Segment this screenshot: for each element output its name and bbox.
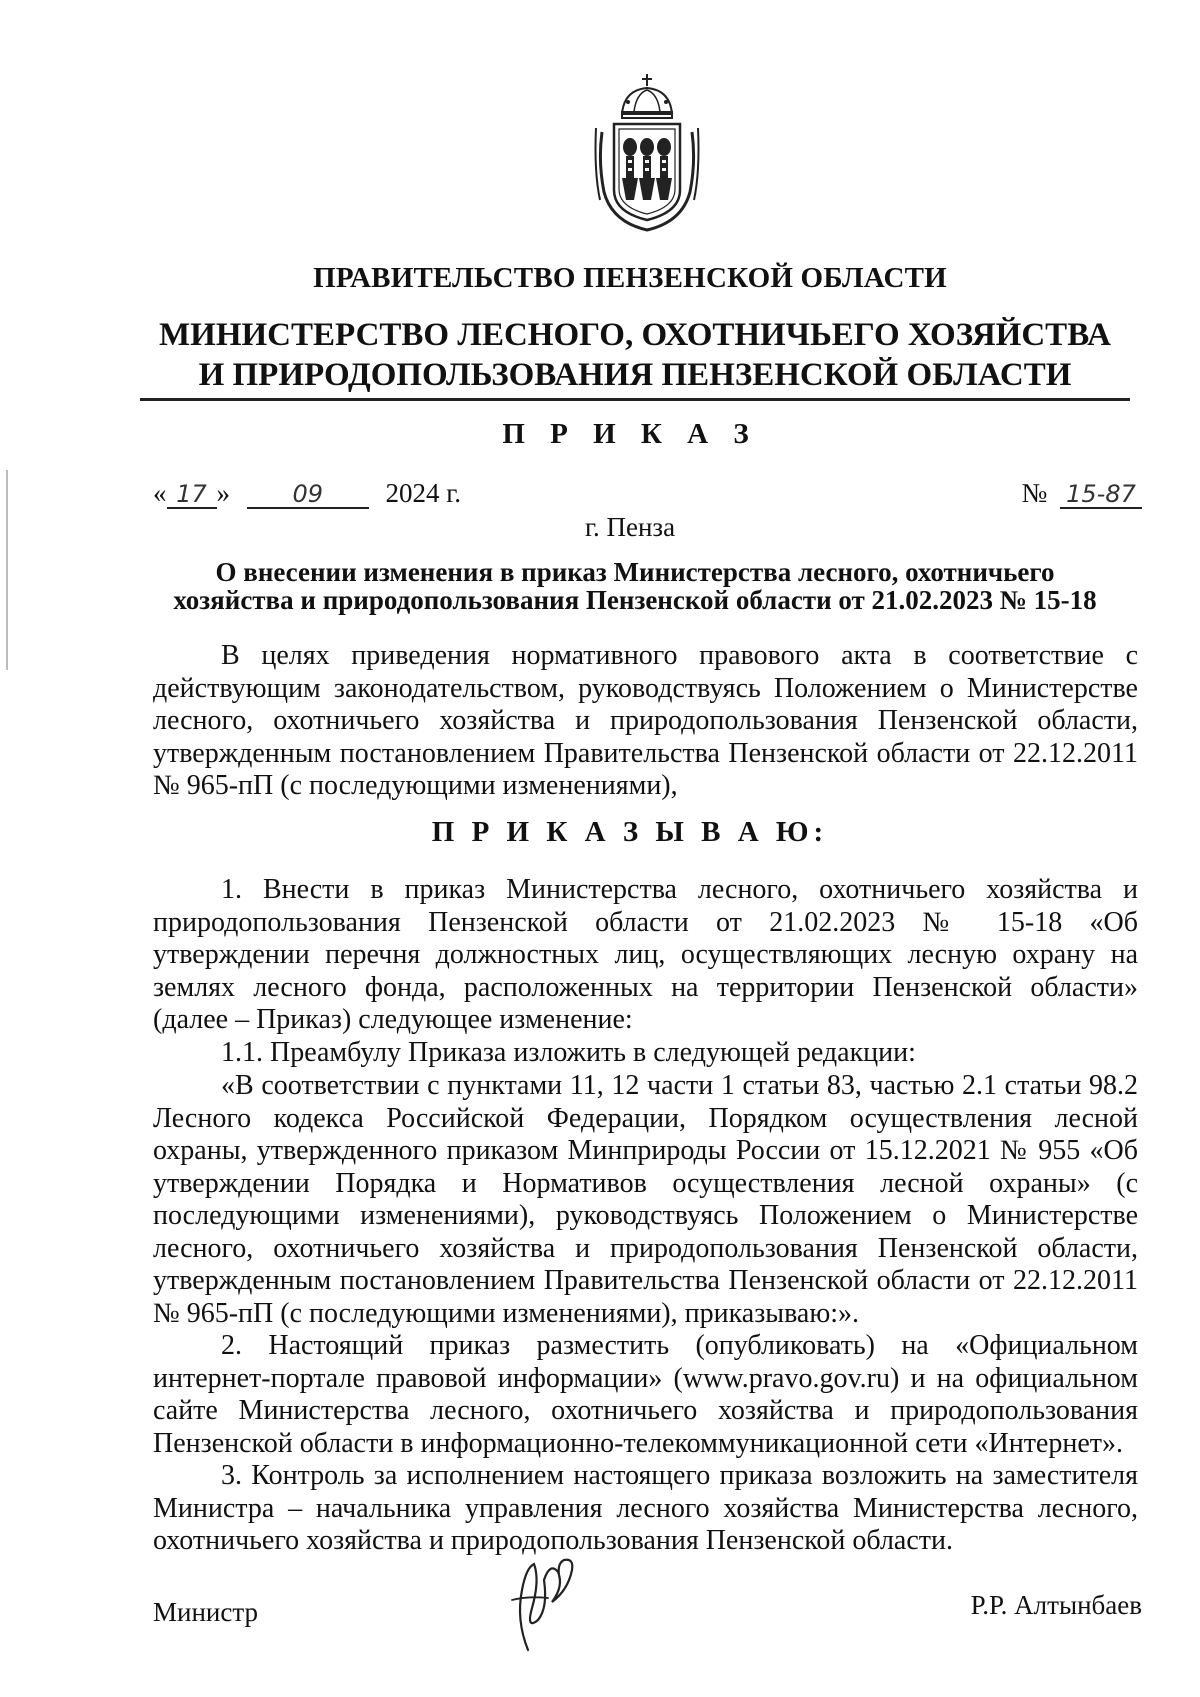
- date-day: 17: [167, 481, 217, 509]
- decree-heading: П Р И К А З Ы В А Ю:: [431, 816, 829, 848]
- header-divider: [140, 398, 1130, 401]
- item-3-paragraph: 3. Контроль за исполнением настоящего приказа возложить на заместителя Министра – начальника управления лесного хозяйства Министерства лесного, охотничьего хозяйства и природопользования Пензенской области.: [153, 1460, 1138, 1556]
- subject-line2: хозяйства и природопользования Пензенской области от 21.02.2023 № 15-18: [173, 585, 1097, 615]
- date-month: 09: [247, 481, 369, 509]
- scan-edge-mark: [6, 470, 8, 670]
- handwritten-signature-icon: [498, 1550, 578, 1660]
- date-open-quote: «: [153, 478, 167, 508]
- item-1-1-paragraph: 1.1. Преамбулу Приказа изложить в следующей редакции:: [221, 1037, 916, 1068]
- item-1-paragraph: 1. Внести в приказ Министерства лесного, охотничьего хозяйства и природопользования Пензенской области от 21.02.2023 № 15-18 «Об утверждении перечня должностных лиц, осуществляющих лесную охрану на землях лесного фонда, расположенных на территории Пензенской области» (далее – Приказ) следующее изменение:: [153, 874, 1138, 1035]
- document-number: [1021, 478, 1142, 509]
- ministry-title-line1: МИНИСТЕРСТВО ЛЕСНОГО, ОХОТНИЧЬЕГО ХОЗЯЙСТВА: [159, 317, 1111, 353]
- document-city: г. Пенза: [584, 512, 676, 542]
- item-1-1-text-paragraph: «В соответствии с пунктами 11, 12 части 1 статьи 83, частью 2.1 статьи 98.2 Лесного кодекса Российской Федерации, Порядком осуществления лесной охраны, утвержденного приказом Минприроды России от 15.12.2021 № 955 «Об утверждении Порядка и Нормативов осуществления лесной охраны» (с последующими изменениями), руководствуясь Положением о Министерстве лесного, охотничьего хозяйства и природопользования Пензенской области, утвержденным постановлением Правительства Пензенской области от 22.12.2011 № 965-пП (с последующими изменениями), приказываю:».: [153, 1070, 1138, 1329]
- date-year: 2024 г.: [385, 478, 462, 508]
- document-subject: [140, 558, 1130, 614]
- item-2-paragraph: 2. Настоящий приказ разместить (опубликовать) на «Официальном интернет-портале правовой информации» (www.pravo.gov.ru) и на официальном сайте Министерства лесного, охотничьего хозяйства и природопользования Пензенской области в информационно-телекоммуникационной сети «Интернет».: [153, 1330, 1138, 1459]
- date-close-quote: »: [216, 478, 230, 508]
- penza-coat-of-arms-icon: [592, 72, 702, 232]
- document-type: П Р И К А З: [502, 418, 758, 450]
- signatory-name: Р.Р. Алтынбаев: [970, 1590, 1142, 1620]
- subject-line1: О внесении изменения в приказ Министерства лесного, охотничьего: [215, 557, 1055, 587]
- number-prefix: №: [1021, 478, 1048, 508]
- signatory-title: Министр: [153, 1597, 258, 1627]
- ministry-title: [140, 315, 1130, 395]
- preamble-paragraph: В целях приведения нормативного правового акта в соответствие с действующим законодательством, руководствуясь Положением о Министерстве лесного, охотничьего хозяйства и природопользования Пензенской области, утвержденным постановлением Правительства Пензенской области от 22.12.2011 № 965-пП (с последующими изменениями),: [153, 640, 1138, 801]
- ministry-title-line2: И ПРИРОДОПОЛЬЗОВАНИЯ ПЕНЗЕНСКОЙ ОБЛАСТИ: [198, 357, 1072, 393]
- government-title: ПРАВИТЕЛЬСТВО ПЕНЗЕНСКОЙ ОБЛАСТИ: [313, 262, 947, 294]
- number-value: 15-87: [1060, 481, 1142, 509]
- document-date: [153, 478, 461, 509]
